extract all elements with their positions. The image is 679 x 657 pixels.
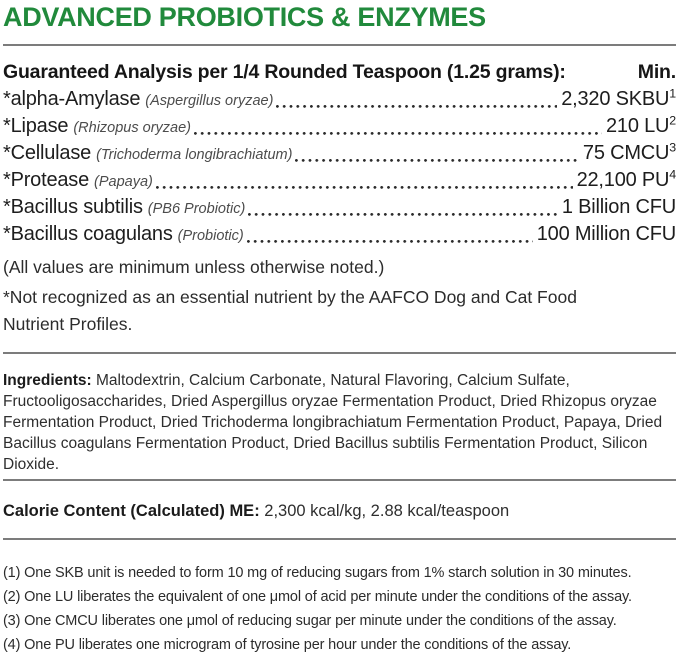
- footnote-ref: 3: [669, 140, 676, 155]
- footnote-line: (1) One SKB unit is needed to form 10 mg of reducing sugars from 1% starch solution in 30 minutes.: [3, 565, 632, 581]
- nutrient-value: 2,320 SKBU$^1$: [561, 86, 676, 110]
- analysis-row: [3, 196, 676, 223]
- guaranteed-analysis-heading-text: Guaranteed Analysis per 1/4 Rounded Teaspoon (1.25 grams):: [3, 61, 566, 83]
- nutrient-source: (Rhizopus oryzae): [73, 120, 191, 136]
- minimum-values-note: (All values are minimum unless otherwise noted.): [3, 257, 385, 277]
- footnote-ref: 2: [669, 113, 676, 128]
- footnotes-block: [3, 561, 676, 657]
- nutrient-source: (Probiotic): [177, 228, 244, 244]
- nutrient-value: 210 $LU^2$: [606, 113, 676, 137]
- aafco-note: *Not recognized as an essential nutrient by the AAFCO Dog and Cat Food Nutrient Profiles.: [3, 287, 577, 334]
- dot-leader: [247, 240, 533, 243]
- footnote-ref: 4: [669, 167, 676, 182]
- nutrient-value: 100 Million CFU: [536, 223, 676, 245]
- calorie-content-line: [3, 501, 676, 521]
- nutrient-name: *Cellulase: [3, 142, 92, 164]
- product-title: ADVANCED PROBIOTICS & ENZYMES: [3, 2, 486, 32]
- divider: [3, 538, 676, 540]
- nutrient-source: (PB6 Probiotic): [147, 201, 246, 217]
- dot-leader: [295, 159, 578, 162]
- analysis-row: [3, 169, 676, 196]
- ingredients-paragraph: [3, 370, 676, 475]
- guaranteed-analysis-heading: [3, 61, 676, 84]
- analysis-row: [3, 88, 676, 115]
- nutrient-value: 75 CMCU$^3$: [582, 140, 676, 164]
- footnote-line: (2) One LU liberates the equivalent of one μmol of acid per minute under the conditions of the assay.: [3, 589, 632, 605]
- divider: [3, 479, 676, 481]
- footnote-line: (3) One CMCU liberates one μmol of reducing sugar per minute under the conditions of the assay.: [3, 613, 617, 629]
- analysis-row: [3, 142, 676, 169]
- ingredients-label: Ingredients:: [3, 372, 97, 389]
- dot-leader: [276, 105, 557, 108]
- ingredients-text: Maltodextrin, Calcium Carbonate, Natural Flavoring, Calcium Sulfate, Fructooligosaccharides, Dried Aspergillus oryzae Fermentation Product, Dried Rhizopus oryzae Fermentation Product, Dried Trichoderma longibrachiatum Fermentation Product, Papaya, Dried Bacillus coagulans Fermentation Product, Dried Bacillus subtilis Fermentation Product, Silicon Dioxide.: [3, 372, 663, 473]
- divider: [3, 352, 676, 354]
- nutrient-value: 1 Billion CFU: [561, 196, 676, 218]
- nutrient-name: *Bacillus subtilis: [3, 196, 143, 218]
- nutrient-source: (Aspergillus oryzae): [145, 93, 274, 109]
- nutrient-value: 22,100 $PU^4$: [576, 167, 676, 191]
- analysis-row: [3, 115, 676, 142]
- divider: [3, 44, 676, 46]
- nutrient-source: (Papaya): [94, 174, 153, 190]
- nutrient-name: *Bacillus coagulans: [3, 223, 173, 245]
- nutrient-name: *Lipase: [3, 115, 69, 137]
- analysis-table: [3, 88, 676, 250]
- nutrient-name: *Protease: [3, 169, 90, 191]
- dot-leader: [248, 213, 558, 216]
- calorie-content-value: 2,300 kcal/kg, 2.88 kcal/teaspoon: [264, 502, 510, 520]
- nutrient-source: (Trichoderma longibrachiatum): [96, 147, 293, 163]
- calorie-content-label: Calorie Content (Calculated) ME:: [3, 502, 265, 520]
- dot-leader: [156, 186, 573, 189]
- footnote-ref: 1: [669, 86, 676, 101]
- analysis-row: [3, 223, 676, 250]
- min-column-label: Min.: [637, 61, 676, 83]
- nutrient-name: *alpha-Amylase: [3, 88, 141, 110]
- footnote-line: (4) One PU liberates one microgram of tyrosine per hour under the conditions of the assay.: [3, 637, 572, 653]
- dot-leader: [194, 132, 602, 135]
